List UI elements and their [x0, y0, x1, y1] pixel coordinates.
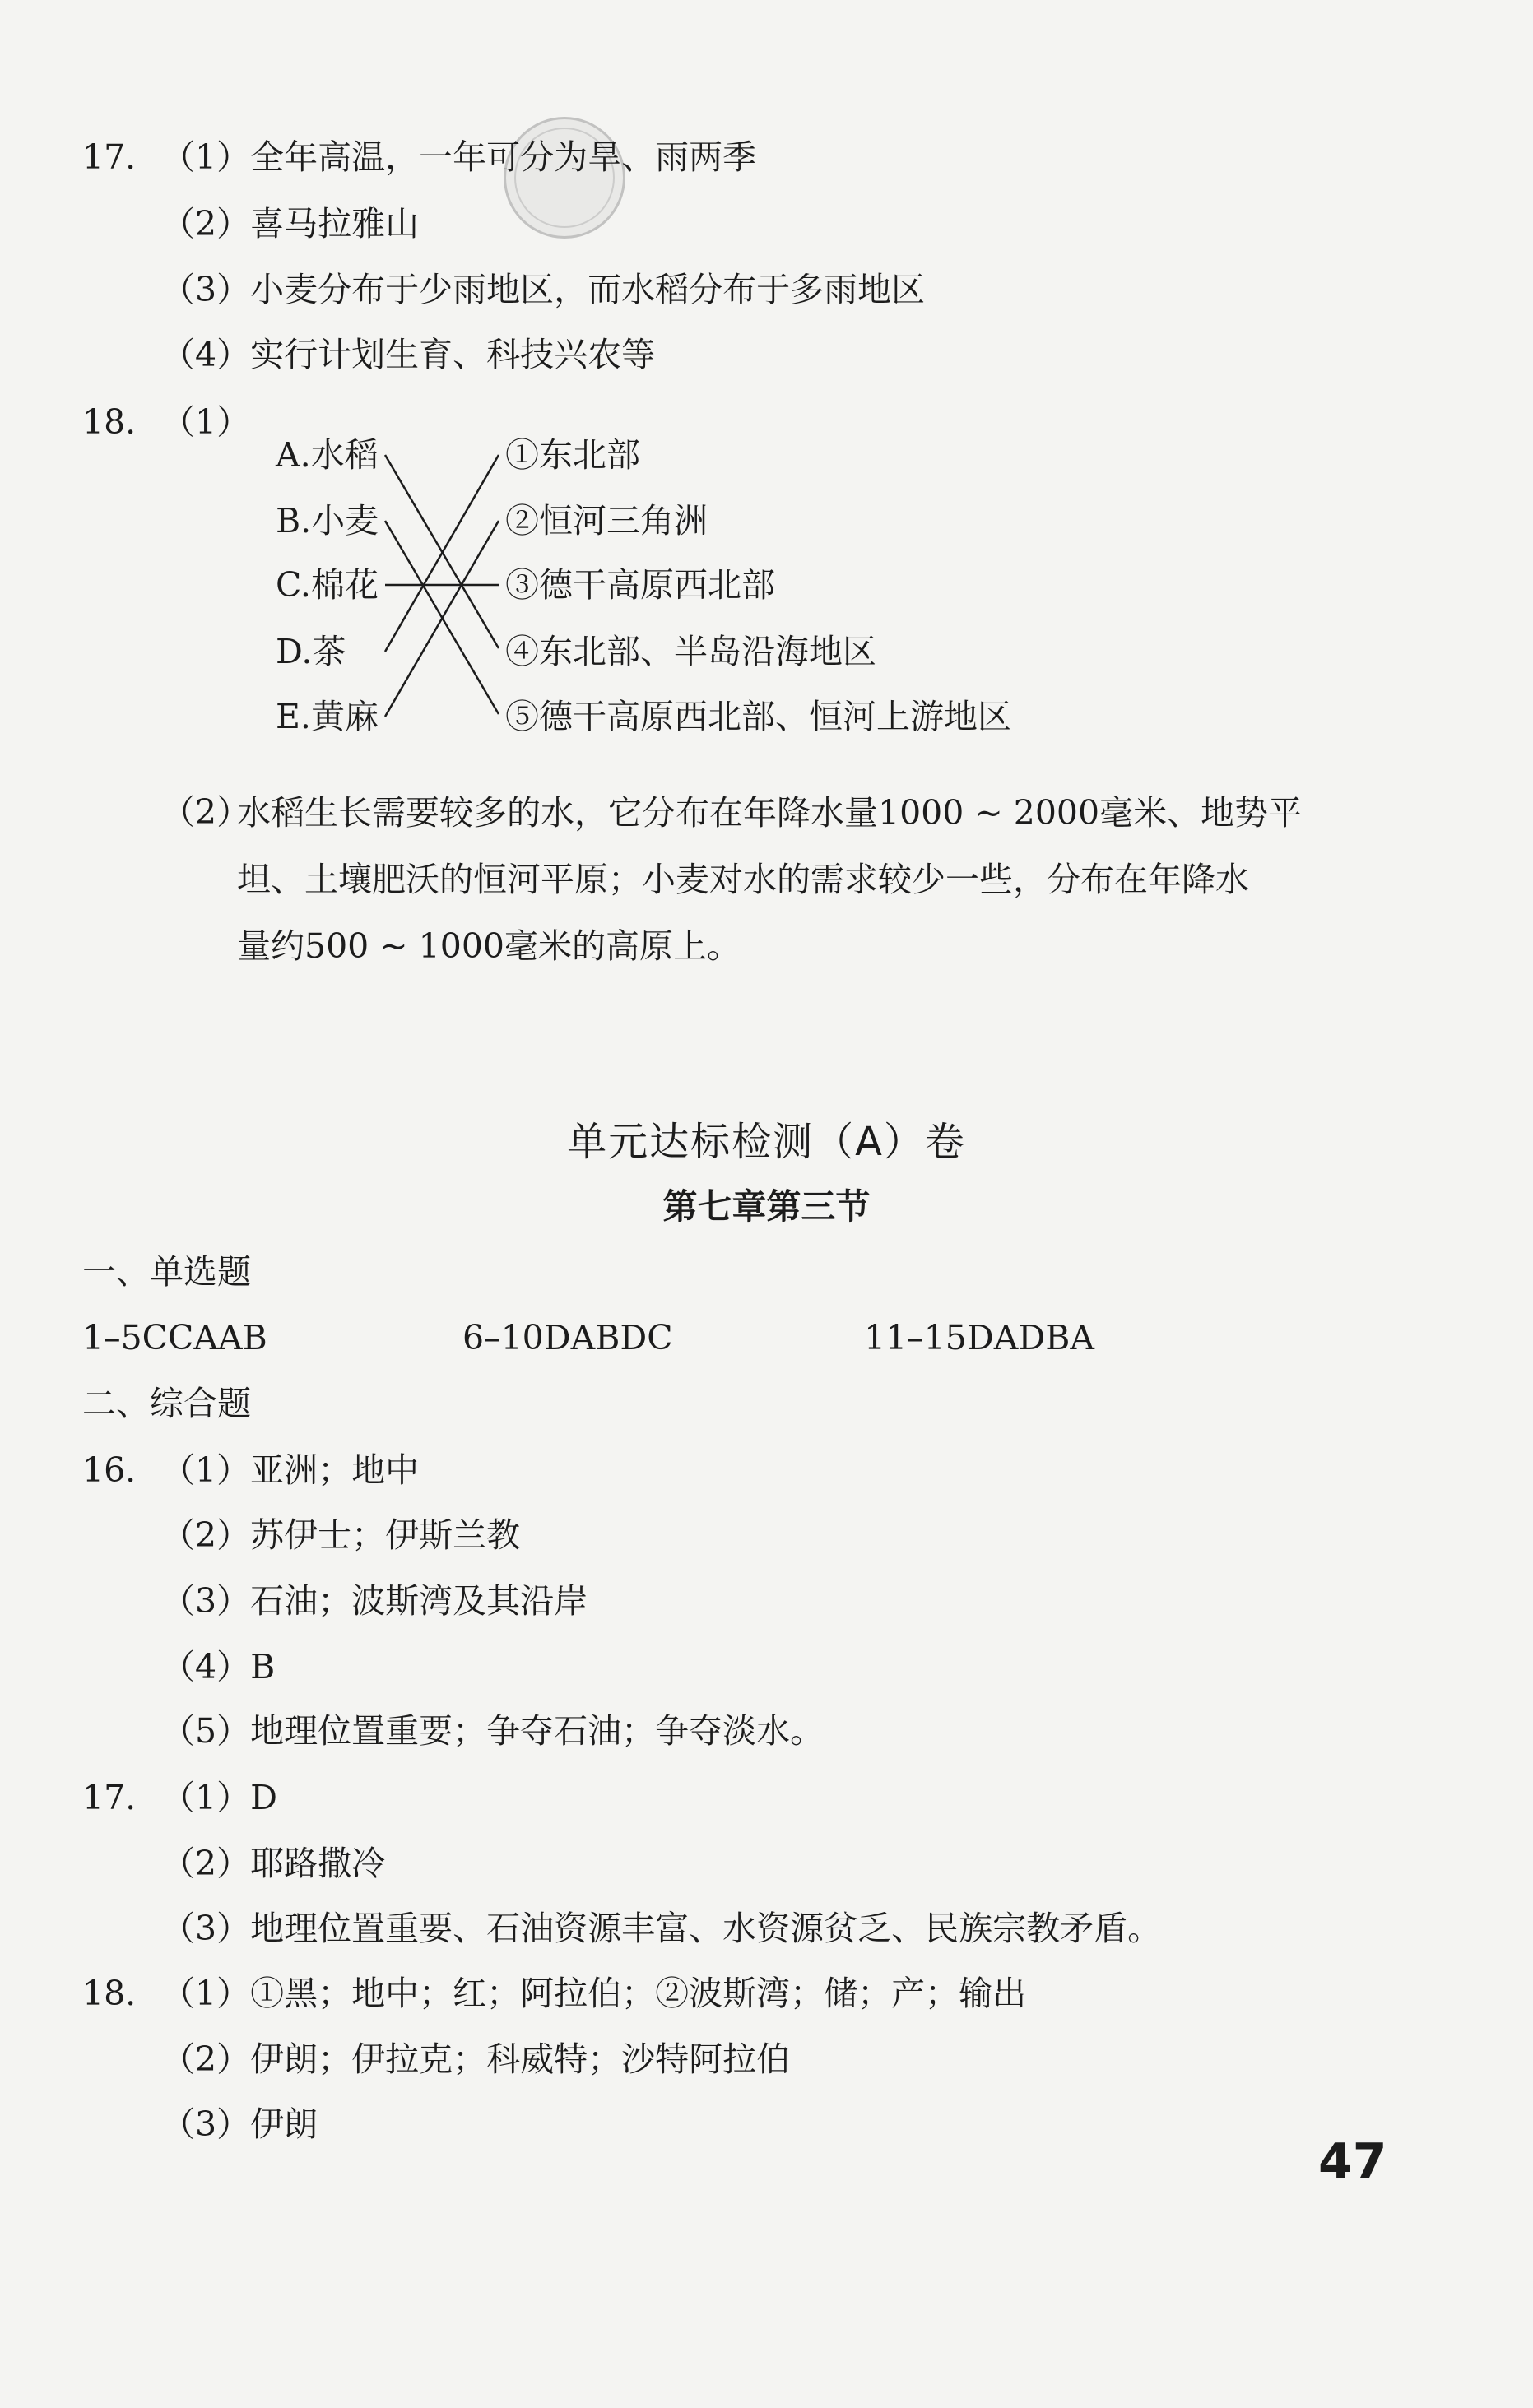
crop-c: C.棉花 [276, 565, 379, 605]
sec-q16-item-1: （1）亚洲；地中 [161, 1450, 420, 1490]
q18-part2-line-1: 水稻生长需要较多的水，它分布在年降水量1000 ~ 2000毫米、地势平 [237, 793, 1303, 833]
q17-item-4: （4）实行计划生育、科技兴农等 [161, 335, 656, 374]
q18-part2-line-3: 量约500 ~ 1000毫米的高原上。 [237, 926, 741, 966]
sec-q18-number: 18. [82, 1974, 137, 2013]
sec-q18-item-1: （1）①黑；地中；红；阿拉伯；②波斯湾；储；产；输出 [161, 1974, 1027, 2013]
answers-1-5: 1–5CCAAB [82, 1318, 267, 1357]
sec-q16-item-4: （4）B [161, 1647, 276, 1687]
section-title: 单元达标检测（A）卷 [567, 1119, 966, 1165]
crop-a: A.水稻 [276, 435, 379, 475]
q18-part2-label: （2） [161, 792, 251, 832]
region-1: ①东北部 [505, 435, 640, 475]
q18-number: 18. [82, 402, 137, 442]
sec-q17-item-3: （3）地理位置重要、石油资源丰富、水资源贫乏、民族宗教矛盾。 [161, 1909, 1162, 1948]
q17-number: 17. [82, 137, 137, 177]
answers-6-10: 6–10DABDC [462, 1318, 673, 1357]
region-4: ④东北部、半岛沿海地区 [505, 632, 876, 671]
q17-item-3: （3）小麦分布于少雨地区，而水稻分布于多雨地区 [161, 270, 926, 309]
sec-q16-item-3: （3）石油；波斯湾及其沿岸 [161, 1581, 588, 1621]
sec-q18-item-2: （2）伊朗；伊拉克；科威特；沙特阿拉伯 [161, 2039, 791, 2079]
q18-part2-line-2: 坦、土壤肥沃的恒河平原；小麦对水的需求较少一些，分布在年降水 [237, 860, 1249, 899]
q17-item-1: （1）全年高温，一年可分为旱、雨两季 [161, 137, 757, 177]
sec-q17-item-1: （1）D [161, 1778, 277, 1817]
crop-e: E.黄麻 [276, 697, 379, 736]
sec-q17-number: 17. [82, 1778, 137, 1817]
q17-item-2: （2）喜马拉雅山 [161, 204, 420, 244]
sec-q17-item-2: （2）耶路撒冷 [161, 1844, 386, 1883]
region-3: ③德干高原西北部 [505, 565, 775, 605]
answers-11-15: 11–15DADBA [864, 1318, 1094, 1357]
part-one-heading: 一、单选题 [82, 1252, 251, 1292]
part-two-heading: 二、综合题 [82, 1384, 251, 1423]
q18-part1-label: （1） [161, 402, 251, 442]
section-subtitle: 第七章第三节 [662, 1186, 871, 1227]
region-5: ⑤德干高原西北部、恒河上游地区 [505, 697, 1011, 736]
page-number: 47 [1318, 2133, 1387, 2191]
region-2: ②恒河三角洲 [505, 501, 708, 541]
crop-b: B.小麦 [276, 501, 379, 541]
crop-d: D.茶 [276, 632, 346, 671]
sec-q18-item-3: （3）伊朗 [161, 2104, 318, 2144]
sec-q16-number: 16. [82, 1450, 137, 1490]
sec-q16-item-2: （2）苏伊士；伊斯兰教 [161, 1515, 521, 1555]
sec-q16-item-5: （5）地理位置重要；争夺石油；争夺淡水。 [161, 1711, 825, 1751]
